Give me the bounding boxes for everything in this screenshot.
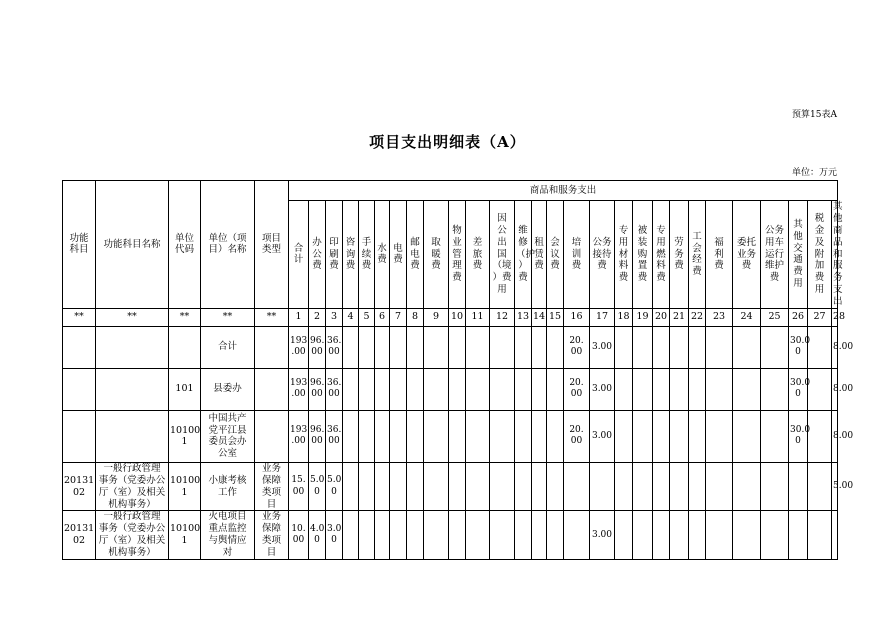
header-col-28: 其他 商品 和服 务支 出 <box>833 201 843 307</box>
index-cell: 2 <box>309 308 326 326</box>
page-title: 项目支出明细表（A） <box>369 133 526 151</box>
index-cell: 23 <box>706 308 733 326</box>
table-cell <box>390 410 407 462</box>
index-cell: 16 <box>564 308 590 326</box>
index-cell: 8 <box>407 308 424 326</box>
table-cell <box>390 511 407 560</box>
table-cell <box>633 410 653 462</box>
table-cell <box>761 511 789 560</box>
table-cell: 36. 00 <box>326 326 343 368</box>
table-cell <box>407 326 424 368</box>
table-cell <box>255 368 289 410</box>
table-cell: 20. 00 <box>564 368 590 410</box>
table-cell <box>449 368 466 410</box>
table-cell <box>449 410 466 462</box>
table-cell <box>343 410 359 462</box>
table-cell <box>424 462 449 511</box>
table-cell <box>424 326 449 368</box>
table-cell <box>832 511 838 560</box>
table-cell <box>359 462 375 511</box>
table-cell: 30.0 0 <box>789 368 808 410</box>
table-cell: 3.0 0 <box>326 511 343 560</box>
table-cell <box>490 511 515 560</box>
table-cell <box>449 511 466 560</box>
table-cell <box>375 410 390 462</box>
table-cell: 30.0 0 <box>789 326 808 368</box>
index-cell: 14 <box>532 308 547 326</box>
table-cell <box>169 326 201 368</box>
table-cell: 36. 00 <box>326 410 343 462</box>
header-col-21: 劳 务 费 <box>670 201 689 309</box>
table-cell <box>670 326 689 368</box>
table-cell <box>515 326 532 368</box>
table-row <box>63 326 838 368</box>
table-cell <box>689 511 706 560</box>
index-cell: ** <box>63 308 96 326</box>
header-unit-name: 单位（项 目）名称 <box>201 181 255 309</box>
table-cell <box>466 511 490 560</box>
header-col-4: 咨 询 费 <box>343 201 359 309</box>
table-cell <box>615 462 633 511</box>
table-cell <box>390 462 407 511</box>
table-cell <box>375 368 390 410</box>
header-col-8: 邮 电 费 <box>407 201 424 309</box>
table-cell <box>670 368 689 410</box>
header-col-3: 印 刷 费 <box>326 201 343 309</box>
header-col-24: 委托 业务 费 <box>733 201 761 309</box>
header-project-type: 项目 类型 <box>255 181 289 309</box>
table-cell <box>789 462 808 511</box>
table-cell <box>761 326 789 368</box>
table-cell <box>466 368 490 410</box>
index-cell: 3 <box>326 308 343 326</box>
table-cell <box>633 326 653 368</box>
table-cell <box>375 511 390 560</box>
table-cell: 96. 00 <box>309 368 326 410</box>
index-cell: 13 <box>515 308 532 326</box>
table-cell <box>96 368 169 410</box>
header-col-2: 办 公 费 <box>309 201 326 309</box>
table-cell <box>343 326 359 368</box>
table-cell <box>532 511 547 560</box>
index-cell: 9 <box>424 308 449 326</box>
table-cell <box>689 410 706 462</box>
table-cell <box>633 462 653 511</box>
table-cell <box>375 462 390 511</box>
table-cell <box>449 462 466 511</box>
table-cell: 4.0 0 <box>309 511 326 560</box>
table-cell <box>359 368 375 410</box>
table-cell <box>532 410 547 462</box>
table-cell <box>615 511 633 560</box>
table-cell: 合计 <box>201 326 255 368</box>
table-cell: 3.00 <box>590 410 615 462</box>
table-cell <box>547 410 564 462</box>
table-cell <box>63 368 96 410</box>
table-cell: 96. 00 <box>309 410 326 462</box>
table-cell <box>547 326 564 368</box>
index-cell: 27 <box>808 308 832 326</box>
table-cell <box>407 410 424 462</box>
index-cell: 26 <box>789 308 808 326</box>
header-col-9: 取 暖 费 <box>424 201 449 309</box>
table-cell <box>706 462 733 511</box>
table-cell: 火电项目 重点监控 与舆情应 对 <box>201 511 255 560</box>
table-cell <box>96 326 169 368</box>
table-cell <box>615 410 633 462</box>
header-col-15: 会 议 费 <box>547 201 564 309</box>
table-cell: 10100 1 <box>169 511 201 560</box>
table-cell <box>490 326 515 368</box>
table-cell: 8.00 <box>832 410 838 462</box>
table-cell <box>633 511 653 560</box>
table-cell <box>532 462 547 511</box>
table-cell <box>375 326 390 368</box>
table-cell <box>515 368 532 410</box>
table-cell: 10100 1 <box>169 410 201 462</box>
table-cell <box>653 326 670 368</box>
table-cell: 一般行政管理 事务（党委办公 厅（室）及相关 机构事务） <box>96 462 169 511</box>
table-cell: 193 .00 <box>289 410 309 462</box>
header-col-18: 专用 材料 费 <box>615 201 633 309</box>
table-cell <box>733 326 761 368</box>
table-cell: 96. 00 <box>309 326 326 368</box>
table-cell <box>532 326 547 368</box>
table-cell <box>407 511 424 560</box>
table-cell: 30.0 0 <box>789 410 808 462</box>
table-cell <box>564 462 590 511</box>
header-col-22: 工 会 经 费 <box>689 201 706 309</box>
table-cell: 20. 00 <box>564 410 590 462</box>
table-cell <box>653 410 670 462</box>
index-cell: 22 <box>689 308 706 326</box>
table-row <box>63 511 838 560</box>
table-cell <box>733 511 761 560</box>
index-cell: ** <box>169 308 201 326</box>
header-goods-services-group: 商品和服务支出 <box>289 181 838 201</box>
table-cell <box>761 410 789 462</box>
table-cell: 中国共产 党平江县 委员会办 公室 <box>201 410 255 462</box>
index-cell: ** <box>96 308 169 326</box>
table-cell: 193 .00 <box>289 326 309 368</box>
table-cell <box>407 462 424 511</box>
table-cell <box>515 511 532 560</box>
table-cell <box>390 326 407 368</box>
table-cell: 193 .00 <box>289 368 309 410</box>
header-col-5: 手 续 费 <box>359 201 375 309</box>
table-cell <box>808 368 832 410</box>
table-cell <box>96 410 169 462</box>
table-cell <box>808 326 832 368</box>
table-cell <box>490 410 515 462</box>
header-col-23: 福 利 费 <box>706 201 733 309</box>
budget-table <box>62 180 854 560</box>
table-cell <box>590 462 615 511</box>
table-cell: 36. 00 <box>326 368 343 410</box>
index-cell: 18 <box>615 308 633 326</box>
table-cell <box>515 462 532 511</box>
table-cell <box>490 368 515 410</box>
index-cell: 11 <box>466 308 490 326</box>
header-col-14: 租 赁 费 <box>532 201 547 309</box>
table-cell <box>359 410 375 462</box>
index-cell: 6 <box>375 308 390 326</box>
table-cell: 101 <box>169 368 201 410</box>
table-cell <box>689 326 706 368</box>
table-cell <box>689 462 706 511</box>
table-cell: 8.00 <box>832 326 838 368</box>
header-unit-code: 单位 代码 <box>169 181 201 309</box>
table-cell <box>63 410 96 462</box>
index-cell: ** <box>255 308 289 326</box>
table-cell: 业务 保障 类项 目 <box>255 462 289 511</box>
form-code: 预算15表A <box>792 110 837 120</box>
table-cell <box>466 326 490 368</box>
table-row <box>63 462 838 511</box>
index-cell: 20 <box>653 308 670 326</box>
table-cell <box>255 326 289 368</box>
table-cell: 小康考核 工作 <box>201 462 255 511</box>
table-row <box>63 368 838 410</box>
table-cell <box>615 326 633 368</box>
table-cell: 10100 1 <box>169 462 201 511</box>
header-col-19: 被 装 购 置 费 <box>633 201 653 309</box>
table-cell <box>733 410 761 462</box>
table-cell <box>615 368 633 410</box>
index-cell: 21 <box>670 308 689 326</box>
table-cell <box>808 511 832 560</box>
table-cell <box>390 368 407 410</box>
header-func-code: 功能 科目 <box>63 181 96 309</box>
table-cell: 20. 00 <box>564 326 590 368</box>
table-cell <box>653 368 670 410</box>
header-row-top <box>63 181 838 201</box>
header-col-10: 物业 管理 费 <box>449 201 466 309</box>
table-cell <box>359 511 375 560</box>
table-cell: 5.0 0 <box>309 462 326 511</box>
table-cell <box>532 368 547 410</box>
index-cell: ** <box>201 308 255 326</box>
table-cell <box>670 462 689 511</box>
table-cell <box>547 462 564 511</box>
table-cell <box>547 368 564 410</box>
table-cell <box>670 511 689 560</box>
index-cell: 4 <box>343 308 359 326</box>
header-col-12: 因 公 出 国 （境 ）费 用 <box>490 201 515 309</box>
header-col-1: 合 计 <box>289 201 309 309</box>
table-cell <box>515 410 532 462</box>
index-cell: 28 <box>832 308 838 326</box>
table-cell: 10. 00 <box>289 511 309 560</box>
table-cell <box>343 368 359 410</box>
table-cell <box>653 511 670 560</box>
table-cell <box>343 511 359 560</box>
header-col-6: 水 费 <box>375 201 390 309</box>
index-row <box>63 308 838 326</box>
unit-label: 单位：万元 <box>791 168 837 178</box>
index-cell: 7 <box>390 308 407 326</box>
table-cell: 5.00 <box>832 462 838 511</box>
table-cell <box>689 368 706 410</box>
table-cell: 5.0 0 <box>326 462 343 511</box>
index-cell: 12 <box>490 308 515 326</box>
table-cell: 县委办 <box>201 368 255 410</box>
table-cell <box>490 462 515 511</box>
table-cell <box>706 511 733 560</box>
table-cell: 8.00 <box>832 368 838 410</box>
table-cell <box>424 410 449 462</box>
table-cell <box>424 511 449 560</box>
table-cell: 15. 00 <box>289 462 309 511</box>
index-cell: 5 <box>359 308 375 326</box>
header-col-20: 专 用 燃 料 费 <box>653 201 670 309</box>
table-cell: 3.00 <box>590 368 615 410</box>
table-cell: 20131 02 <box>63 462 96 511</box>
index-cell: 17 <box>590 308 615 326</box>
table-cell <box>761 368 789 410</box>
table-row <box>63 410 838 462</box>
index-cell: 19 <box>633 308 653 326</box>
header-func-name: 功能科目名称 <box>96 181 169 309</box>
index-cell: 10 <box>449 308 466 326</box>
table-cell <box>733 462 761 511</box>
table-cell <box>466 410 490 462</box>
table-cell <box>653 462 670 511</box>
index-cell: 15 <box>547 308 564 326</box>
index-cell: 1 <box>289 308 309 326</box>
header-col-11: 差 旅 费 <box>466 201 490 309</box>
index-cell: 24 <box>733 308 761 326</box>
table-cell <box>706 410 733 462</box>
header-col-7: 电 费 <box>390 201 407 309</box>
table-cell <box>407 368 424 410</box>
table-cell <box>359 326 375 368</box>
table-cell <box>343 462 359 511</box>
table-cell <box>670 410 689 462</box>
table-cell <box>547 511 564 560</box>
table-cell: 一般行政管理 事务（党委办公 厅（室）及相关 机构事务） <box>96 511 169 560</box>
table-cell <box>706 368 733 410</box>
header-col-17: 公务 接待 费 <box>590 201 615 309</box>
table-cell <box>706 326 733 368</box>
table-cell: 业务 保障 类项 目 <box>255 511 289 560</box>
table-cell <box>808 462 832 511</box>
table-cell <box>733 368 761 410</box>
table-cell: 3.00 <box>590 511 615 560</box>
table-cell <box>761 462 789 511</box>
table-cell: 20131 02 <box>63 511 96 560</box>
table-cell <box>63 326 96 368</box>
table-cell <box>466 462 490 511</box>
table-cell <box>789 511 808 560</box>
table-cell <box>633 368 653 410</box>
header-col-25: 公务 用车 运行 维护 费 <box>761 201 789 309</box>
table-cell <box>808 410 832 462</box>
table-cell <box>424 368 449 410</box>
table-cell <box>564 511 590 560</box>
header-col-27: 税 金 及 附 加 费 用 <box>808 201 832 309</box>
table-cell: 3.00 <box>590 326 615 368</box>
header-col-26: 其他 交通 费用 <box>789 201 808 309</box>
table-cell <box>449 326 466 368</box>
table-cell <box>255 410 289 462</box>
header-col-13: 维修 （护 ）费 <box>515 201 532 309</box>
header-col-16: 培 训 费 <box>564 201 590 309</box>
index-cell: 25 <box>761 308 789 326</box>
